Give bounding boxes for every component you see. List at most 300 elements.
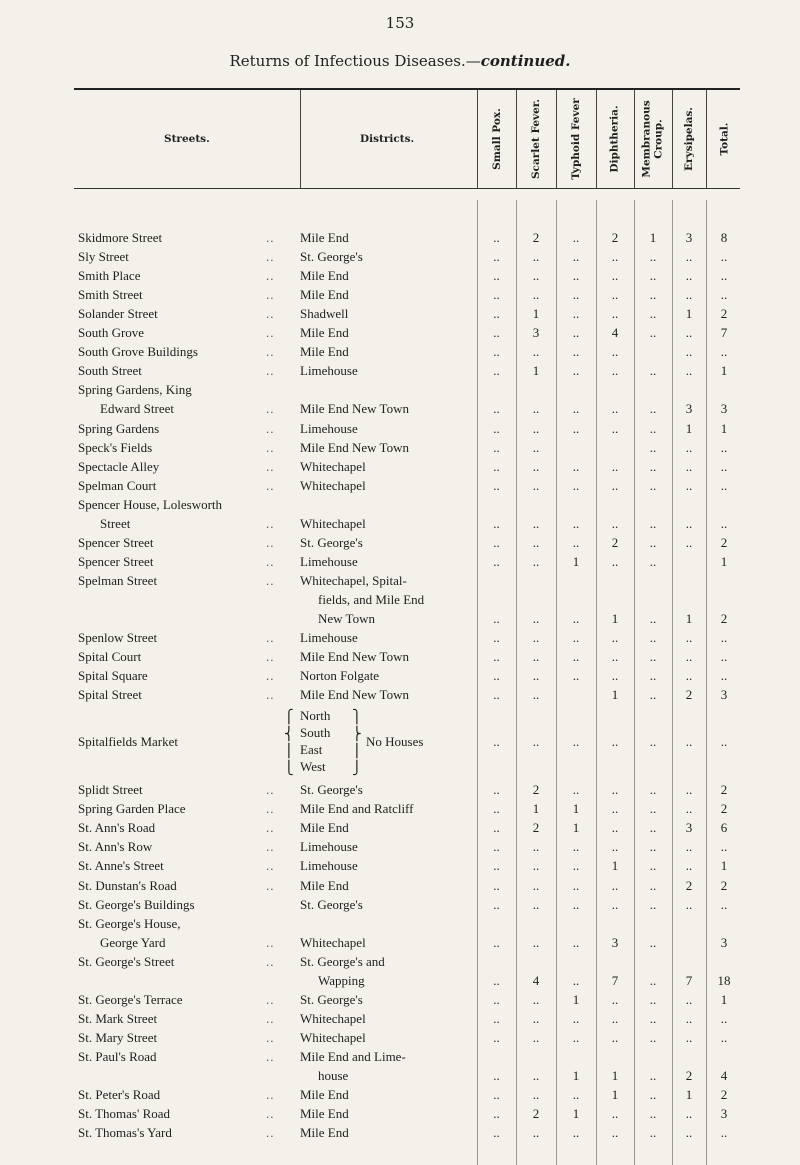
cell-small-pox: .. <box>493 839 500 855</box>
table-row <box>0 554 800 574</box>
cell-membranous-croup: .. <box>649 306 657 322</box>
cell-total: 1 <box>720 858 728 874</box>
cell-membranous-croup: .. <box>649 1029 657 1045</box>
street-name: Street <box>100 515 131 531</box>
district-name: Mile End and Lime- <box>300 1048 406 1064</box>
cell-diphtheria: .. <box>611 801 619 817</box>
cell-total: 6 <box>720 820 728 836</box>
header-scarlet-fever-label: Scarlet Fever. <box>530 98 542 180</box>
leader-dots: .. <box>266 287 275 303</box>
street-name: St. Peter's Road <box>78 1087 161 1103</box>
cell-scarlet-fever: .. <box>532 439 540 455</box>
header-diphtheria-label: Diphtheria. <box>609 105 621 173</box>
cell-diphtheria: .. <box>611 458 619 474</box>
cell-diphtheria: .. <box>611 991 619 1007</box>
district-name: Shadwell <box>300 306 349 322</box>
header-erysipelas-label: Erysipelas. <box>683 107 696 171</box>
cell-diphtheria: 3 <box>611 934 619 950</box>
cell-membranous-croup: .. <box>649 734 657 750</box>
cell-erysipelas: .. <box>685 668 693 684</box>
cell-total: 4 <box>720 1068 728 1083</box>
cell-typhoid-fever: .. <box>572 249 580 265</box>
district-name: Mile End <box>300 287 349 303</box>
cell-small-pox: .. <box>493 858 500 874</box>
district-name: house <box>318 1068 349 1083</box>
cell-erysipelas: .. <box>685 515 693 531</box>
cell-membranous-croup: .. <box>649 420 657 436</box>
cell-scarlet-fever: .. <box>532 687 540 703</box>
cell-diphtheria: .. <box>611 363 619 379</box>
leader-dots: .. <box>266 1010 275 1026</box>
street-name: St. Thomas' Road <box>78 1106 171 1122</box>
cell-scarlet-fever: .. <box>532 420 540 436</box>
district-name: Mile End New Town <box>300 439 409 455</box>
market-part: North <box>300 708 331 724</box>
cell-erysipelas: 2 <box>685 687 693 703</box>
street-name: St. Dunstan's Road <box>78 877 177 893</box>
cell-erysipelas: .. <box>685 630 693 646</box>
cell-small-pox: .. <box>493 1125 500 1141</box>
cell-diphtheria: .. <box>611 1106 619 1122</box>
cell-total: 7 <box>720 325 728 341</box>
district-name: Mile End <box>300 1125 349 1141</box>
cell-erysipelas: .. <box>685 363 693 379</box>
cell-diphtheria: .. <box>611 1029 619 1045</box>
cell-membranous-croup: .. <box>649 1087 657 1103</box>
cell-typhoid-fever: .. <box>572 420 580 436</box>
header-typhoid-fever-label: Typhoid Fever <box>570 98 583 180</box>
cell-scarlet-fever: .. <box>532 1125 540 1141</box>
cell-scarlet-fever: .. <box>532 734 540 750</box>
leader-dots: .. <box>266 649 275 665</box>
header-total-label: Total. <box>717 122 730 156</box>
leader-dots: .. <box>266 344 275 360</box>
cell-membranous-croup: .. <box>649 668 657 684</box>
table-row <box>0 897 800 917</box>
cell-diphtheria: 4 <box>611 325 619 341</box>
header-small-pox-label: Small Pox. <box>490 108 503 170</box>
cell-diphtheria: 1 <box>611 1087 619 1103</box>
cell-diphtheria: .. <box>611 306 619 322</box>
table-row <box>0 1068 800 1088</box>
cell-total: .. <box>720 649 728 665</box>
cell-diphtheria: .. <box>611 553 619 569</box>
cell-small-pox: .. <box>493 877 500 893</box>
cell-small-pox: .. <box>493 972 500 988</box>
cell-erysipelas: .. <box>685 991 693 1007</box>
district-name: Mile End <box>300 268 349 284</box>
cell-erysipelas: .. <box>685 268 693 284</box>
cell-membranous-croup: .. <box>649 801 657 817</box>
district-name: St. George's <box>300 896 363 912</box>
header-streets: Streets. <box>164 133 210 145</box>
district-name: Mile End New Town <box>300 687 409 703</box>
leader-dots: .. <box>266 858 275 874</box>
cell-total: .. <box>720 249 728 265</box>
cell-scarlet-fever: .. <box>532 858 540 874</box>
cell-diphtheria: 7 <box>611 972 619 988</box>
district-name: Whitechapel, Spital- <box>300 572 407 588</box>
street-name: Spring Gardens, King <box>78 382 192 398</box>
district-name: Limehouse <box>300 363 358 379</box>
cell-typhoid-fever: .. <box>572 325 580 341</box>
cell-small-pox: .. <box>493 458 500 474</box>
header-scarlet-fever <box>516 90 556 188</box>
cell-membranous-croup: .. <box>649 839 657 855</box>
cell-membranous-croup: .. <box>649 458 657 474</box>
cell-erysipelas: 3 <box>685 401 693 417</box>
street-name: Spenlow Street <box>78 630 158 646</box>
cell-membranous-croup: .. <box>649 687 657 703</box>
cell-erysipelas: .. <box>685 439 693 455</box>
table-row <box>0 440 800 460</box>
district-name: Mile End <box>300 877 349 893</box>
street-name: Spencer House, Lolesworth <box>78 496 223 512</box>
cell-diphtheria: 1 <box>611 1068 619 1083</box>
cell-scarlet-fever: .. <box>532 877 540 893</box>
cell-erysipelas: .. <box>685 534 693 550</box>
cell-small-pox: .. <box>493 801 500 817</box>
cell-diphtheria: .. <box>611 839 619 855</box>
cell-small-pox: .. <box>493 896 500 912</box>
cell-typhoid-fever: .. <box>572 1087 580 1103</box>
leader-dots: .. <box>266 230 275 245</box>
cell-membranous-croup: .. <box>649 401 657 417</box>
cell-total: .. <box>720 839 728 855</box>
cell-small-pox: .. <box>493 401 500 417</box>
table-row <box>0 649 800 669</box>
cell-typhoid-fever: 1 <box>572 1068 580 1083</box>
cell-scarlet-fever: .. <box>532 553 540 569</box>
cell-typhoid-fever: .. <box>572 230 580 245</box>
cell-typhoid-fever: .. <box>572 896 580 912</box>
leader-dots: .. <box>266 1029 275 1045</box>
cell-typhoid-fever: 1 <box>572 991 580 1007</box>
cell-typhoid-fever: .. <box>572 401 580 417</box>
leader-dots: .. <box>266 1048 275 1064</box>
cell-diphtheria: 1 <box>611 611 619 626</box>
leader-dots: .. <box>266 820 275 836</box>
leader-dots: .. <box>266 572 275 588</box>
cell-diphtheria: .. <box>611 630 619 646</box>
table-row <box>0 611 800 631</box>
cell-diphtheria: .. <box>611 1125 619 1141</box>
cell-membranous-croup: .. <box>649 515 657 531</box>
market-part: East <box>300 742 323 758</box>
cell-small-pox: .. <box>493 477 500 493</box>
cell-total: 3 <box>720 401 728 417</box>
district-name: Limehouse <box>300 839 358 855</box>
cell-diphtheria: .. <box>611 344 619 360</box>
cell-erysipelas: .. <box>685 1106 693 1122</box>
leader-dots: .. <box>266 534 275 550</box>
table-row <box>0 459 800 479</box>
cell-total: .. <box>720 896 728 912</box>
header-rule <box>74 188 740 189</box>
cell-erysipelas: .. <box>685 325 693 341</box>
cell-total: 2 <box>720 611 728 626</box>
page-number: 153 <box>385 14 415 32</box>
cell-membranous-croup: .. <box>649 896 657 912</box>
cell-scarlet-fever: .. <box>532 896 540 912</box>
street-name: Spring Garden Place <box>78 801 186 817</box>
cell-scarlet-fever: 1 <box>532 801 540 817</box>
street-name: South Street <box>78 363 142 379</box>
street-name: Spring Gardens <box>78 420 160 436</box>
table-row <box>0 858 800 878</box>
cell-total: 2 <box>720 306 728 322</box>
cell-diphtheria: .. <box>611 734 619 750</box>
cell-typhoid-fever: .. <box>572 306 580 322</box>
cell-membranous-croup: .. <box>649 1125 657 1141</box>
cell-small-pox: .. <box>493 534 500 550</box>
cell-scarlet-fever: 1 <box>532 363 540 379</box>
leader-dots: .. <box>266 363 275 379</box>
cell-membranous-croup: .. <box>649 325 657 341</box>
cell-scarlet-fever: .. <box>532 934 540 950</box>
cell-membranous-croup: .. <box>649 363 657 379</box>
cell-scarlet-fever: 2 <box>532 230 540 245</box>
header-membranous-croup-label: Membranous Croup. <box>641 100 665 178</box>
cell-erysipelas: .. <box>685 858 693 874</box>
street-name: Sly Street <box>78 249 129 265</box>
cell-scarlet-fever: .. <box>532 611 540 626</box>
district-name: Mile End <box>300 1087 349 1103</box>
street-name: Spelman Court <box>78 477 157 493</box>
street-name: Solander Street <box>78 306 158 322</box>
cell-total: 1 <box>720 420 728 436</box>
left-brace: ⎧ ⎨ ⎪ ⎩ <box>284 709 294 776</box>
cell-erysipelas: .. <box>685 649 693 665</box>
leader-dots: .. <box>266 515 275 531</box>
cell-typhoid-fever: .. <box>572 515 580 531</box>
district-name: Limehouse <box>300 630 358 646</box>
cell-diphtheria: .. <box>611 649 619 665</box>
street-name: St. Mary Street <box>78 1029 158 1045</box>
cell-membranous-croup: .. <box>649 249 657 265</box>
cell-diphtheria: .. <box>611 249 619 265</box>
district-name: Mile End <box>300 325 349 341</box>
cell-total: 18 <box>717 972 731 988</box>
district-name: Whitechapel <box>300 458 366 474</box>
cell-membranous-croup: .. <box>649 649 657 665</box>
table-row <box>0 306 800 326</box>
table-row <box>0 268 800 288</box>
table-row <box>0 1125 800 1145</box>
district-name: St. George's <box>300 782 363 798</box>
cell-total: .. <box>720 439 728 455</box>
cell-scarlet-fever: .. <box>532 1068 540 1083</box>
cell-erysipelas: .. <box>685 734 693 750</box>
cell-typhoid-fever: .. <box>572 1125 580 1141</box>
cell-typhoid-fever: .. <box>572 458 580 474</box>
cell-small-pox: .. <box>493 734 500 750</box>
cell-total: 2 <box>720 1087 728 1103</box>
table-row <box>0 992 800 1012</box>
leader-dots: .. <box>266 1125 275 1141</box>
cell-membranous-croup: .. <box>649 934 657 950</box>
table-row <box>0 973 800 993</box>
district-name: St. George's and <box>300 953 385 969</box>
cell-small-pox: .. <box>493 820 500 836</box>
cell-typhoid-fever: .. <box>572 1010 580 1026</box>
cell-erysipelas: .. <box>685 839 693 855</box>
spitalfields-market-block <box>0 708 800 778</box>
cell-erysipelas: .. <box>685 458 693 474</box>
leader-dots: .. <box>266 306 275 322</box>
cell-diphtheria: .. <box>611 287 619 303</box>
cell-scarlet-fever: .. <box>532 515 540 531</box>
cell-typhoid-fever: .. <box>572 839 580 855</box>
cell-diphtheria: .. <box>611 268 619 284</box>
cell-membranous-croup: .. <box>649 1010 657 1026</box>
cell-small-pox: .. <box>493 420 500 436</box>
cell-total: 2 <box>720 782 728 798</box>
cell-total: .. <box>720 668 728 684</box>
cell-small-pox: .. <box>493 1087 500 1103</box>
district-name: Whitechapel <box>300 1029 366 1045</box>
header-membranous-croup <box>634 90 672 188</box>
cell-typhoid-fever: .. <box>572 877 580 893</box>
cell-small-pox: .. <box>493 249 500 265</box>
cell-diphtheria: .. <box>611 668 619 684</box>
cell-small-pox: .. <box>493 344 500 360</box>
cell-small-pox: .. <box>493 363 500 379</box>
leader-dots: .. <box>266 401 275 417</box>
cell-diphtheria: .. <box>611 515 619 531</box>
cell-typhoid-fever: 1 <box>572 1106 580 1122</box>
cell-total: 2 <box>720 801 728 817</box>
cell-scarlet-fever: .. <box>532 630 540 646</box>
page-title <box>0 52 800 70</box>
cell-scarlet-fever: .. <box>532 401 540 417</box>
street-name: South Grove Buildings <box>78 344 198 360</box>
cell-diphtheria: .. <box>611 782 619 798</box>
cell-small-pox: .. <box>493 439 500 455</box>
district-name: Wapping <box>318 972 365 988</box>
cell-diphtheria: .. <box>611 1010 619 1026</box>
title-continued: continued. <box>480 52 571 70</box>
table-row <box>0 820 800 840</box>
table-row <box>0 535 800 555</box>
cell-total: 3 <box>720 1106 728 1122</box>
table-row <box>0 801 800 821</box>
cell-small-pox: .. <box>493 325 500 341</box>
cell-diphtheria: .. <box>611 896 619 912</box>
cell-typhoid-fever: .. <box>572 734 580 750</box>
district-name: Mile End <box>300 1106 349 1122</box>
cell-typhoid-fever: .. <box>572 668 580 684</box>
cell-scarlet-fever: .. <box>532 477 540 493</box>
cell-typhoid-fever: .. <box>572 1029 580 1045</box>
cell-typhoid-fever: .. <box>572 934 580 950</box>
street-name: South Grove <box>78 325 145 341</box>
street-name: St. George's Terrace <box>78 991 183 1007</box>
cell-small-pox: .. <box>493 306 500 322</box>
table-row <box>0 1106 800 1126</box>
district-name: St. George's <box>300 249 363 265</box>
cell-small-pox: .. <box>493 515 500 531</box>
cell-erysipelas: .. <box>685 344 693 360</box>
cell-erysipelas: .. <box>685 287 693 303</box>
district-name: Limehouse <box>300 420 358 436</box>
street-name: St. Mark Street <box>78 1010 158 1026</box>
cell-total: 3 <box>720 934 728 950</box>
street-name: St. Ann's Road <box>78 820 156 836</box>
district-name: Mile End New Town <box>300 401 409 417</box>
cell-total: 1 <box>720 553 728 569</box>
cell-membranous-croup: .. <box>649 630 657 646</box>
district-name: Limehouse <box>300 553 358 569</box>
cell-scarlet-fever: 2 <box>532 820 540 836</box>
cell-membranous-croup: 1 <box>649 230 657 245</box>
cell-typhoid-fever: .. <box>572 630 580 646</box>
street-name: Spital Street <box>78 687 142 703</box>
header-districts: Districts. <box>360 133 415 145</box>
table-row <box>0 401 800 421</box>
street-name: St. Thomas's Yard <box>78 1125 172 1141</box>
cell-erysipelas: .. <box>685 1125 693 1141</box>
street-name: Spectacle Alley <box>78 458 160 474</box>
right-brace: ⎫ ⎬ ⎪ ⎭ <box>352 709 362 776</box>
leader-dots: .. <box>266 991 275 1007</box>
cell-diphtheria: 2 <box>611 534 619 550</box>
header-divider <box>300 90 301 188</box>
table-row <box>0 497 800 517</box>
cell-total: 2 <box>720 534 728 550</box>
table-row <box>0 325 800 345</box>
header-typhoid-fever <box>556 90 596 188</box>
cell-scarlet-fever: 1 <box>532 306 540 322</box>
district-name: fields, and Mile End <box>318 591 425 607</box>
market-part: South <box>300 725 331 741</box>
cell-erysipelas: 7 <box>685 972 693 988</box>
cell-erysipelas: .. <box>685 1029 693 1045</box>
district-name: Mile End New Town <box>300 649 409 665</box>
cell-total: 3 <box>720 687 728 703</box>
leader-dots: .. <box>266 1106 275 1122</box>
cell-erysipelas: 1 <box>685 420 693 436</box>
cell-erysipelas: 2 <box>685 1068 693 1083</box>
district-name: Whitechapel <box>300 1010 366 1026</box>
cell-total: .. <box>720 287 728 303</box>
cell-small-pox: .. <box>493 287 500 303</box>
street-name: Splidt Street <box>78 782 143 798</box>
cell-diphtheria: 1 <box>611 687 619 703</box>
cell-scarlet-fever: .. <box>532 1087 540 1103</box>
cell-membranous-croup: .. <box>649 858 657 874</box>
cell-membranous-croup: .. <box>649 1106 657 1122</box>
street-name: George Yard <box>100 934 166 950</box>
cell-scarlet-fever: 4 <box>532 972 540 988</box>
street-name: Speck's Fields <box>78 439 153 455</box>
table-row <box>0 1011 800 1031</box>
cell-membranous-croup: .. <box>649 820 657 836</box>
cell-membranous-croup: .. <box>649 268 657 284</box>
cell-scarlet-fever: .. <box>532 287 540 303</box>
street-name: Spital Court <box>78 649 142 665</box>
street-name: St. Anne's Street <box>78 858 164 874</box>
cell-small-pox: .. <box>493 268 500 284</box>
leader-dots: .. <box>266 249 275 265</box>
table-row <box>0 1087 800 1107</box>
cell-total: .. <box>720 1029 728 1045</box>
street-name: St. George's House, <box>78 915 181 931</box>
leader-dots: .. <box>266 553 275 569</box>
cell-erysipelas: .. <box>685 477 693 493</box>
cell-diphtheria: 1 <box>611 858 619 874</box>
street-name: Smith Street <box>78 287 143 303</box>
